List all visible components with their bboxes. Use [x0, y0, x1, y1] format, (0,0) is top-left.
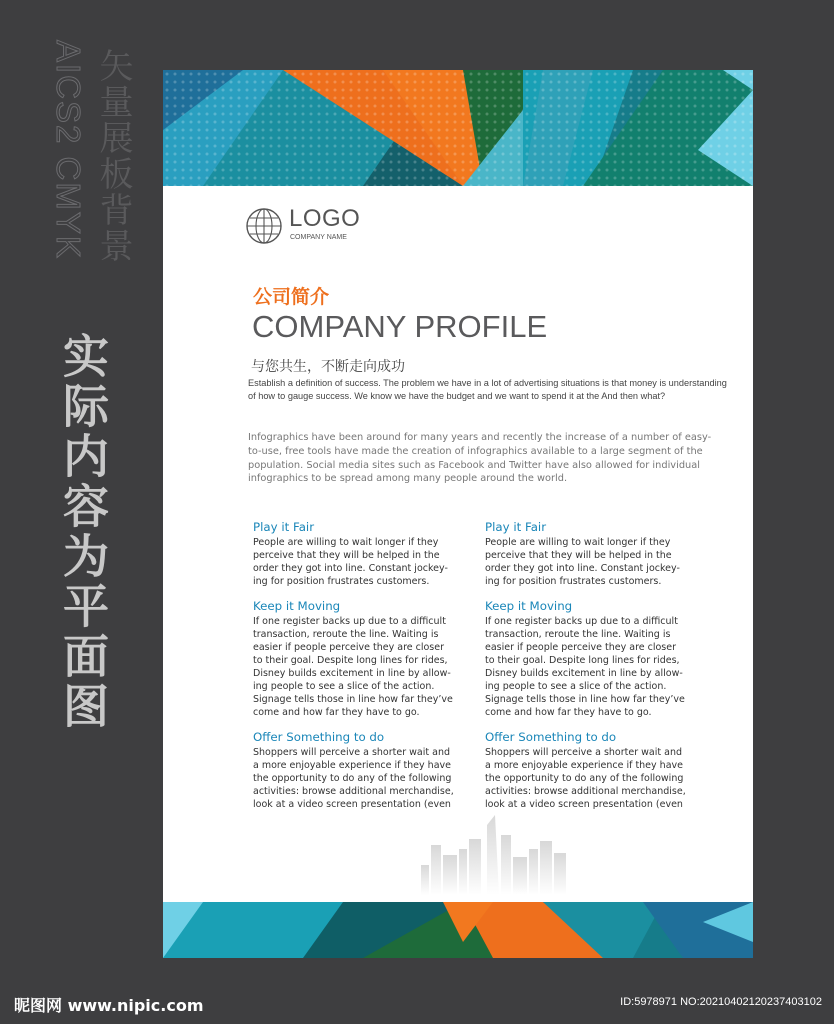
section-offer-something [485, 730, 705, 811]
section-body: People are willing to wait longer if they perceive that they will be helped in the order they got into line. Constant jockey- ing for position frustrates customers. [253, 537, 448, 587]
side-note: 实际内容为平面图 [56, 332, 110, 732]
section-play-it-fair [253, 520, 473, 588]
section-body: If one register backs up due to a difficult transaction, reroute the line. Waiting is easier if people perceive they are closer to their goal. Despite long lines for rides, Disney builds excitement in line by allow- ing people to see a slice of the action. Signage tells those in line how far they’ve come and how far they have to go. [253, 616, 453, 718]
image-id-text: ID:5978971 NO:20210402120237403102 [620, 996, 822, 1008]
infographics-paragraph: Infographics have been around for many years and recently the increase of a number of easy-to-use, free tools have made the creation of infographics available to a large segment of the population. Social media sites such as Facebook and Twitter have also allowed for individual infographics to be spread among many people around the world. [248, 432, 712, 485]
intro-paragraph: Establish a definition of success. The problem we have in a lot of advertising situations is that money is understanding of how to gauge success. We know we have the budget and we want to spend it at the And then what? [248, 378, 727, 401]
logo-company-name: COMPANY NAME [290, 234, 347, 241]
city-skyline-graphic [413, 815, 583, 895]
section-body: If one register backs up due to a difficult transaction, reroute the line. Waiting is easier if people perceive they are closer to their goal. Despite long lines for rides, Disney builds excitement in line by allow- ing people to see a slice of the action. Signage tells those in line how far they’ve come and how far they have to go. [485, 616, 685, 718]
section-body: People are willing to wait longer if they perceive that they will be helped in the order they got into line. Constant jockey- ing for position frustrates customers. [485, 537, 680, 587]
section-heading: Offer Something to do [253, 730, 385, 744]
globe-icon [245, 207, 283, 245]
top-geometric-band [163, 70, 753, 186]
slogan: 与您共生，不断走向成功 [251, 359, 405, 375]
profile-title-en: COMPANY PROFILE [252, 309, 548, 344]
company-logo [245, 205, 395, 247]
section-heading: Play it Fair [485, 520, 547, 534]
site-watermark: 昵图网 www.nipic.com [14, 996, 204, 1015]
section-keep-it-moving [253, 599, 473, 719]
section-play-it-fair [485, 520, 705, 588]
section-body: Shoppers will perceive a shorter wait and a more enjoyable experience if they have the opportunity to do any of the following activities: browse additional merchandise, look at a video screen presentation (even [253, 747, 454, 810]
section-heading: Offer Something to do [485, 730, 617, 744]
section-heading: Keep it Moving [253, 599, 341, 613]
section-heading: Keep it Moving [485, 599, 573, 613]
logo-wordmark: LOGO [289, 205, 361, 232]
section-body: Shoppers will perceive a shorter wait and a more enjoyable experience if they have the opportunity to do any of the following activities: browse additional merchandise, look at a video screen presentation (even [485, 747, 686, 810]
section-heading: Play it Fair [253, 520, 315, 534]
side-title-cn: 矢量展板背景 [93, 48, 133, 264]
bottom-geometric-band [163, 902, 753, 958]
section-keep-it-moving [485, 599, 705, 719]
poster [163, 70, 753, 958]
profile-title-cn: 公司简介 [253, 286, 330, 308]
section-offer-something [253, 730, 473, 811]
side-title-outline: AICS2 CMYK [50, 40, 87, 260]
